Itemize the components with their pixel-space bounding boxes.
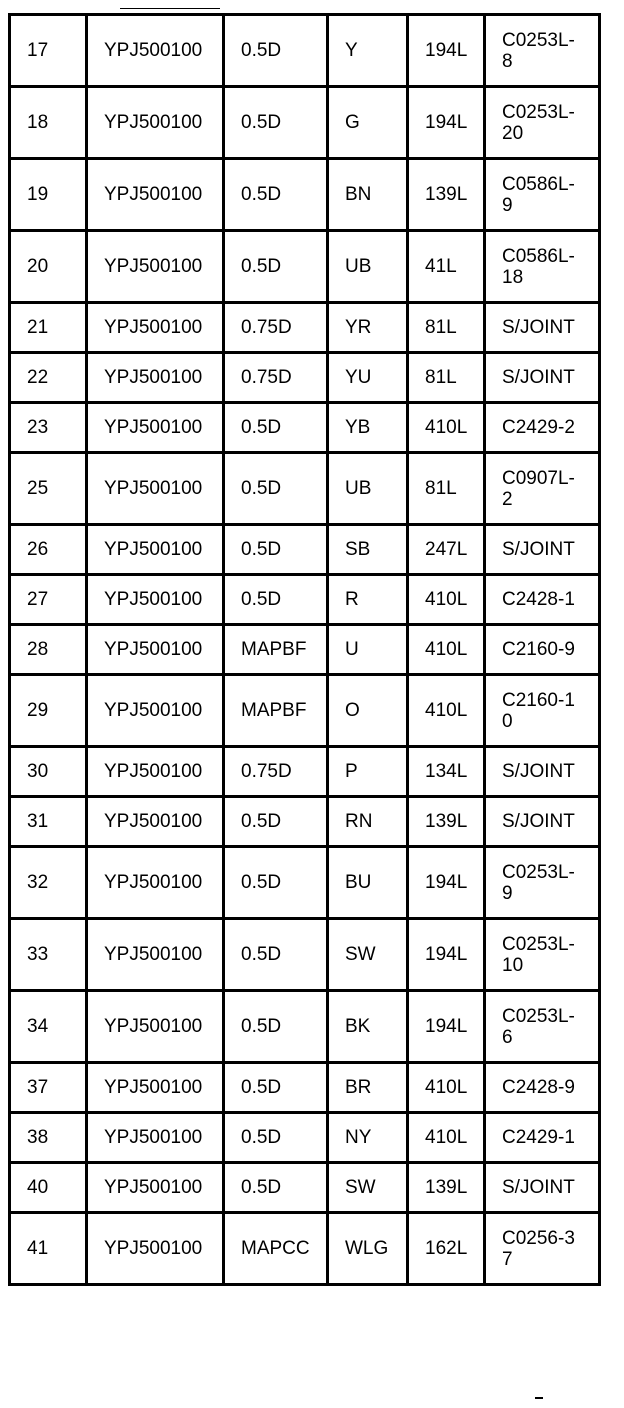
cell-terminal: C0907L-2 — [485, 453, 600, 525]
cell-wire-color: P — [328, 747, 408, 797]
cell-wire-color: YU — [328, 353, 408, 403]
cell-number: 40 — [10, 1163, 87, 1213]
table-row — [10, 575, 600, 625]
cell-wire-color: BK — [328, 991, 408, 1063]
cell-terminal: C2428-1 — [485, 575, 600, 625]
table-row — [10, 747, 600, 797]
cell-number: 33 — [10, 919, 87, 991]
cell-number: 37 — [10, 1063, 87, 1113]
cell-length: 139L — [408, 159, 485, 231]
cell-part-number: YPJ500100 — [87, 747, 224, 797]
cell-number: 30 — [10, 747, 87, 797]
cell-part-number: YPJ500100 — [87, 919, 224, 991]
cell-part-number: YPJ500100 — [87, 991, 224, 1063]
cell-wire-size: 0.5D — [224, 919, 328, 991]
cell-wire-size: 0.5D — [224, 1063, 328, 1113]
cell-terminal: S/JOINT — [485, 797, 600, 847]
table-row — [10, 1063, 600, 1113]
cell-number: 32 — [10, 847, 87, 919]
cell-terminal: C0253L-9 — [485, 847, 600, 919]
cell-number: 41 — [10, 1213, 87, 1285]
cell-length: 162L — [408, 1213, 485, 1285]
cell-number: 26 — [10, 525, 87, 575]
table-row — [10, 403, 600, 453]
table-row — [10, 919, 600, 991]
cell-length: 194L — [408, 991, 485, 1063]
cell-terminal: C0253L-8 — [485, 15, 600, 87]
table-row — [10, 159, 600, 231]
table-row — [10, 625, 600, 675]
cell-number: 28 — [10, 625, 87, 675]
cell-number: 29 — [10, 675, 87, 747]
cell-terminal: C2428-9 — [485, 1063, 600, 1113]
cell-wire-size: 0.5D — [224, 575, 328, 625]
cell-terminal: C0253L-20 — [485, 87, 600, 159]
cell-terminal: S/JOINT — [485, 1163, 600, 1213]
table-row — [10, 1213, 600, 1285]
cell-number: 31 — [10, 797, 87, 847]
cell-wire-size: 0.75D — [224, 353, 328, 403]
cell-number: 22 — [10, 353, 87, 403]
cell-wire-size: 0.5D — [224, 525, 328, 575]
cell-number: 20 — [10, 231, 87, 303]
cell-length: 139L — [408, 797, 485, 847]
cell-part-number: YPJ500100 — [87, 353, 224, 403]
cell-wire-color: SW — [328, 919, 408, 991]
cell-wire-size: 0.5D — [224, 159, 328, 231]
cell-number: 34 — [10, 991, 87, 1063]
cell-wire-size: 0.5D — [224, 87, 328, 159]
cell-part-number: YPJ500100 — [87, 403, 224, 453]
cell-wire-size: 0.75D — [224, 747, 328, 797]
cell-length: 139L — [408, 1163, 485, 1213]
cell-terminal: S/JOINT — [485, 747, 600, 797]
cell-part-number: YPJ500100 — [87, 303, 224, 353]
cell-part-number: YPJ500100 — [87, 1213, 224, 1285]
cell-wire-size: MAPCC — [224, 1213, 328, 1285]
cell-number: 17 — [10, 15, 87, 87]
cell-length: 81L — [408, 453, 485, 525]
cell-wire-color: R — [328, 575, 408, 625]
table-row — [10, 303, 600, 353]
table-row — [10, 231, 600, 303]
table-row — [10, 991, 600, 1063]
cell-number: 23 — [10, 403, 87, 453]
cell-wire-size: 0.5D — [224, 847, 328, 919]
cell-wire-color: RN — [328, 797, 408, 847]
cell-terminal: C2160-9 — [485, 625, 600, 675]
cell-wire-color: UB — [328, 231, 408, 303]
cell-wire-color: YB — [328, 403, 408, 453]
cell-wire-color: SB — [328, 525, 408, 575]
cell-part-number: YPJ500100 — [87, 847, 224, 919]
cell-number: 18 — [10, 87, 87, 159]
cell-wire-color: Y — [328, 15, 408, 87]
cell-terminal: S/JOINT — [485, 525, 600, 575]
cell-wire-color: SW — [328, 1163, 408, 1213]
cell-wire-color: WLG — [328, 1213, 408, 1285]
cell-wire-size: 0.5D — [224, 991, 328, 1063]
wire-list-table — [8, 13, 601, 1286]
cell-part-number: YPJ500100 — [87, 675, 224, 747]
cell-length: 410L — [408, 1063, 485, 1113]
cell-wire-size: 0.5D — [224, 403, 328, 453]
cell-wire-color: U — [328, 625, 408, 675]
page-mark — [535, 1397, 543, 1399]
cell-wire-size: 0.75D — [224, 303, 328, 353]
cell-terminal: S/JOINT — [485, 353, 600, 403]
cell-wire-color: NY — [328, 1113, 408, 1163]
cell-part-number: YPJ500100 — [87, 87, 224, 159]
cell-part-number: YPJ500100 — [87, 1113, 224, 1163]
cell-length: 134L — [408, 747, 485, 797]
cell-wire-color: BU — [328, 847, 408, 919]
cell-length: 194L — [408, 87, 485, 159]
cell-part-number: YPJ500100 — [87, 575, 224, 625]
cell-length: 410L — [408, 575, 485, 625]
cell-wire-size: 0.5D — [224, 1113, 328, 1163]
cell-terminal: C0586L-18 — [485, 231, 600, 303]
cell-part-number: YPJ500100 — [87, 159, 224, 231]
cell-terminal: C0256-37 — [485, 1213, 600, 1285]
cell-wire-color: YR — [328, 303, 408, 353]
cell-part-number: YPJ500100 — [87, 525, 224, 575]
table-row — [10, 15, 600, 87]
cell-length: 41L — [408, 231, 485, 303]
table-row — [10, 1163, 600, 1213]
table-row — [10, 1113, 600, 1163]
cell-terminal: C0253L-10 — [485, 919, 600, 991]
cell-wire-size: MAPBF — [224, 675, 328, 747]
cell-wire-size: 0.5D — [224, 453, 328, 525]
table-row — [10, 87, 600, 159]
table-row — [10, 525, 600, 575]
cell-wire-color: O — [328, 675, 408, 747]
table-row — [10, 797, 600, 847]
cell-length: 410L — [408, 1113, 485, 1163]
cell-wire-color: BR — [328, 1063, 408, 1113]
cell-wire-color: UB — [328, 453, 408, 525]
cell-wire-color: BN — [328, 159, 408, 231]
table-row — [10, 847, 600, 919]
cell-length: 247L — [408, 525, 485, 575]
cell-length: 410L — [408, 403, 485, 453]
cell-length: 194L — [408, 15, 485, 87]
cell-wire-color: G — [328, 87, 408, 159]
cell-part-number: YPJ500100 — [87, 797, 224, 847]
table-row — [10, 453, 600, 525]
cell-part-number: YPJ500100 — [87, 453, 224, 525]
cell-part-number: YPJ500100 — [87, 1063, 224, 1113]
cell-terminal: C2429-2 — [485, 403, 600, 453]
cell-terminal: C2160-10 — [485, 675, 600, 747]
cell-number: 25 — [10, 453, 87, 525]
cell-part-number: YPJ500100 — [87, 1163, 224, 1213]
cell-number: 19 — [10, 159, 87, 231]
cell-terminal: C0586L-9 — [485, 159, 600, 231]
cell-length: 194L — [408, 919, 485, 991]
cell-wire-size: 0.5D — [224, 797, 328, 847]
cell-terminal: C0253L-6 — [485, 991, 600, 1063]
cell-part-number: YPJ500100 — [87, 625, 224, 675]
cell-length: 410L — [408, 625, 485, 675]
cell-length: 81L — [408, 353, 485, 403]
cell-terminal: S/JOINT — [485, 303, 600, 353]
cell-wire-size: 0.5D — [224, 231, 328, 303]
cell-wire-size: MAPBF — [224, 625, 328, 675]
table-row — [10, 353, 600, 403]
cell-number: 27 — [10, 575, 87, 625]
cell-wire-size: 0.5D — [224, 1163, 328, 1213]
cell-length: 194L — [408, 847, 485, 919]
table-row — [10, 675, 600, 747]
cell-part-number: YPJ500100 — [87, 231, 224, 303]
cell-number: 21 — [10, 303, 87, 353]
cell-number: 38 — [10, 1113, 87, 1163]
cell-wire-size: 0.5D — [224, 15, 328, 87]
wire-list-body — [10, 15, 600, 1285]
cell-terminal: C2429-1 — [485, 1113, 600, 1163]
cell-length: 81L — [408, 303, 485, 353]
cell-length: 410L — [408, 675, 485, 747]
cell-part-number: YPJ500100 — [87, 15, 224, 87]
